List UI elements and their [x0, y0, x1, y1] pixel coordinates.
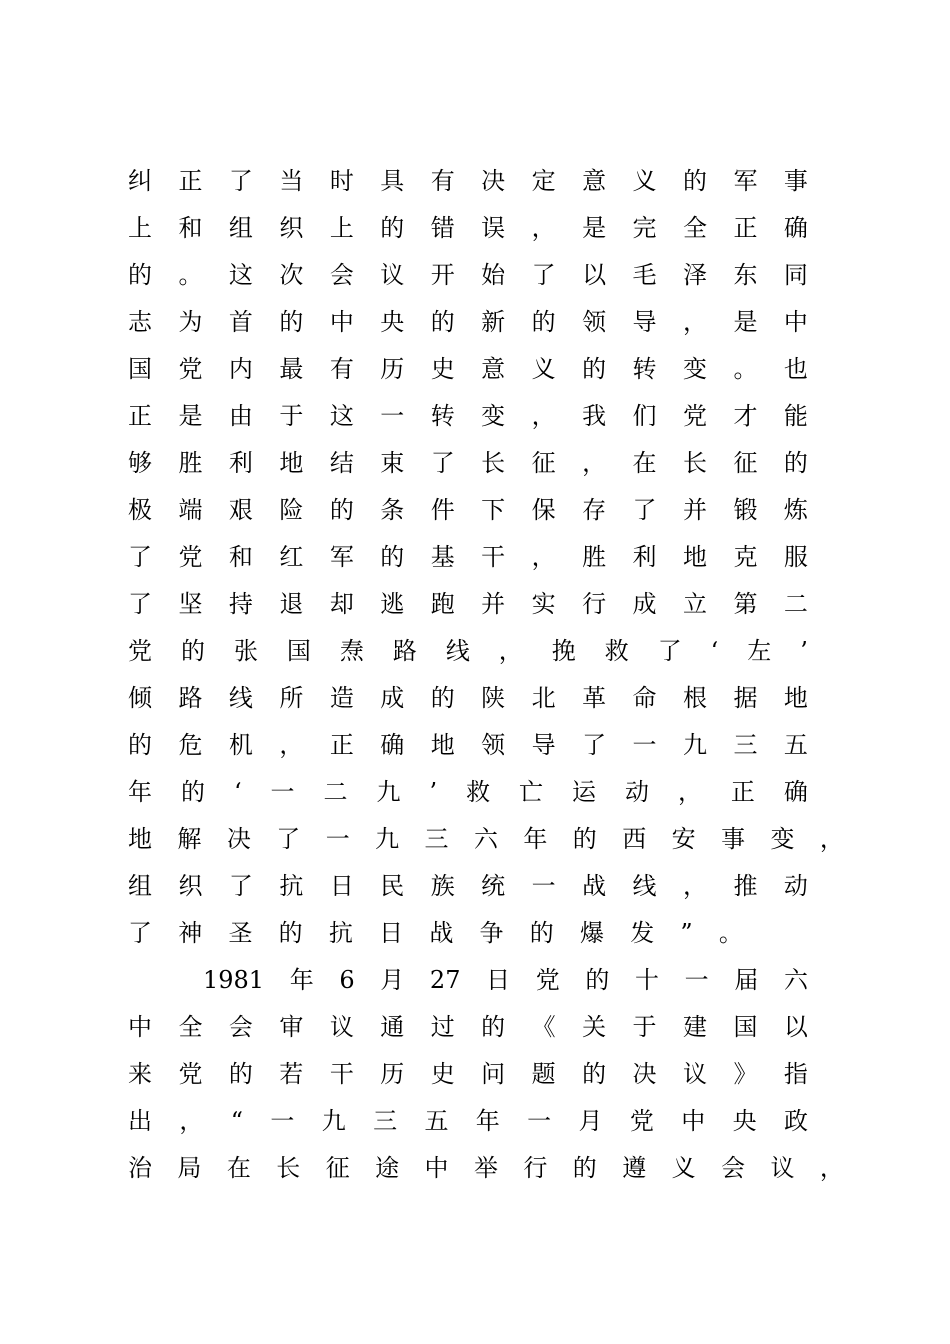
text-line: 出 ， “ 一 九 三 五 年 一 月 党 中 央 政 — [128, 1107, 808, 1135]
text-line: 上 和 组 织 上 的 错 误 ， 是 完 全 正 确 — [128, 214, 808, 242]
text-line: 中 全 会 审 议 通 过 的 《 关 于 建 国 以 — [128, 1013, 808, 1041]
text-line: 倾 路 线 所 造 成 的 陕 北 革 命 根 据 地 — [128, 684, 808, 712]
text-line: 组 织 了 抗 日 民 族 统 一 战 线 ， 推 动 — [128, 872, 808, 900]
text-line: 地 解 决 了 一 九 三 六 年 的 西 安 事 变 ， — [128, 825, 844, 853]
text-line: 够 胜 利 地 结 束 了 长 征 ， 在 长 征 的 — [128, 449, 808, 477]
text-line: 志 为 首 的 中 央 的 新 的 领 导 ， 是 中 — [128, 308, 808, 336]
text-line: 极 端 艰 险 的 条 件 下 保 存 了 并 锻 炼 — [128, 496, 808, 524]
text-line: 的 。 这 次 会 议 开 始 了 以 毛 泽 东 同 — [128, 261, 808, 289]
text-line: 了 神 圣 的 抗 日 战 争 的 爆 发 ” 。 — [128, 919, 743, 947]
text-line: 来 党 的 若 干 历 史 问 题 的 决 议 》 指 — [128, 1060, 808, 1088]
text-line: 党 的 张 国 焘 路 线 ， 挽 救 了 ‘ 左 ’ — [128, 637, 808, 665]
text-line: 纠 正 了 当 时 具 有 决 定 意 义 的 军 事 — [128, 167, 808, 195]
text-line: 国 党 内 最 有 历 史 意 义 的 转 变 。 也 — [128, 355, 808, 383]
text-line: 了 坚 持 退 却 逃 跑 并 实 行 成 立 第 二 — [128, 590, 808, 618]
text-line: 了 党 和 红 军 的 基 干 ， 胜 利 地 克 服 — [128, 543, 808, 571]
text-line-paragraph-start: 1981 年 6 月 27 日 党 的 十 一 届 六 — [203, 966, 808, 994]
text-line: 正 是 由 于 这 一 转 变 ， 我 们 党 才 能 — [128, 402, 808, 430]
text-line: 治 局 在 长 征 途 中 举 行 的 遵 义 会 议 ， — [128, 1154, 844, 1182]
text-line: 的 危 机 ， 正 确 地 领 导 了 一 九 三 五 — [128, 731, 808, 759]
text-line: 年 的 ‘ 一 二 九 ’ 救 亡 运 动 ， 正 确 — [128, 778, 808, 806]
